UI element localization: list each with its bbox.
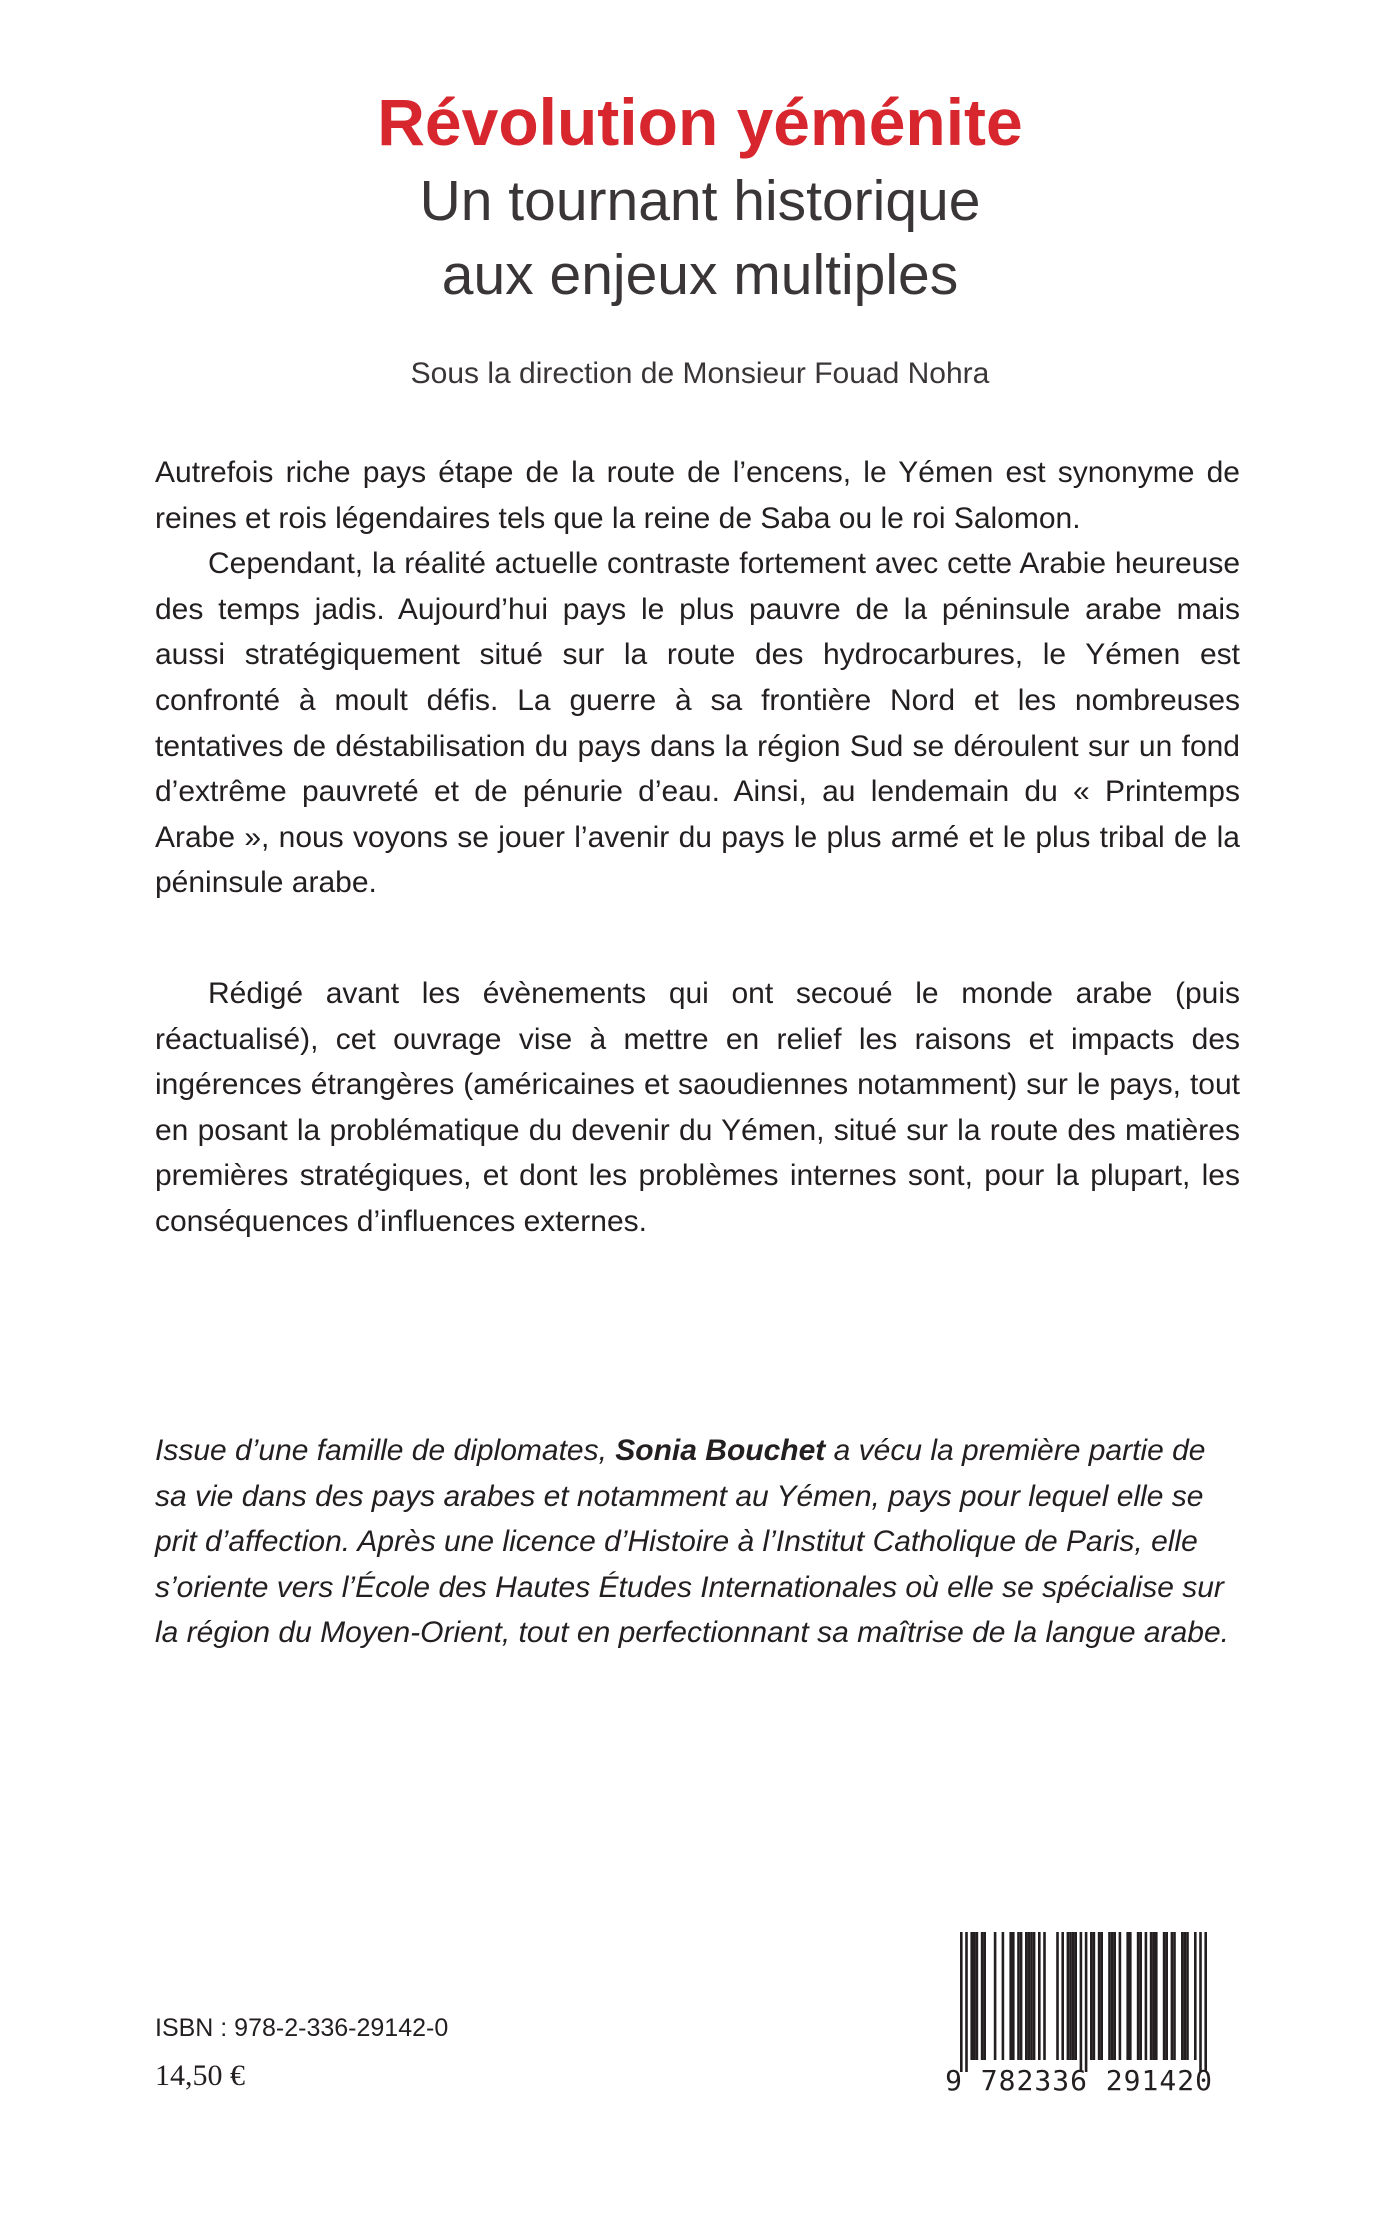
barcode (936, 1932, 1222, 2107)
barcode-bar (1056, 1932, 1059, 2060)
summary-paragraph-1: Autrefois riche pays étape de la route de l’encens, le Yémen est synonyme de reines et rois légendaires tels que la reine de Saba ou le roi Salomon. (155, 456, 1240, 535)
barcode-bar (1028, 1932, 1031, 2060)
barcode-bar (1093, 1932, 1096, 2060)
barcode-bar (1150, 1932, 1153, 2060)
author-bio (155, 1428, 1240, 1656)
barcode-bar (1137, 1932, 1140, 2060)
summary-paragraph-2: Cependant, la réalité actuelle contraste fortement avec cette Arabie heureuse des temps jadis. Aujourd’hui pays le plus pauvre de la péninsule arabe mais aussi stratégiquement situé sur la route des hydrocarbures, le Yémen est confronté à moult défis. La guerre à sa frontière Nord et les nombreuses tentatives de déstabilisation du pays dans la région Sud se déroulent sur un fond d’extrême pauvreté et de pénurie d’eau. Ainsi, au lendemain du « Printemps Arabe », nous voyons se jouer l’avenir du pays le plus armé et le plus tribal de la péninsule arabe. (155, 547, 1240, 900)
barcode-bar (1199, 1932, 1202, 2072)
barcode-bar (1009, 1932, 1012, 2060)
barcode-bar (1017, 1932, 1020, 2060)
barcode-bar (1129, 1932, 1132, 2060)
barcode-bar (1098, 1932, 1101, 2060)
barcode-bar (1025, 1932, 1028, 2060)
barcode-bar (1145, 1932, 1148, 2060)
barcode-bar (1038, 1932, 1041, 2060)
barcode-bar (976, 1932, 979, 2060)
barcode-bar (1069, 1932, 1072, 2060)
barcode-bar (1074, 1932, 1077, 2060)
barcode-bar (1020, 1932, 1023, 2060)
barcode-bar (1155, 1932, 1158, 2060)
bio-text-start: Issue d’une famille de diplomates, (155, 1434, 616, 1467)
author-bio-paragraph (155, 1428, 1240, 1656)
bio-text-end: a vécu la première partie de sa vie dans des pays arabes et notamment au Yémen, pays pour lequel elle se prit d’affection. Après une licence d’Histoire à l’Institut Catholique de Paris, elle s’oriente vers l’École des Hautes Études Internationales où elle se spécialise sur la région du Moyen-Orient, tout en perfectionnant sa maîtrise de la langue arabe. (155, 1434, 1229, 1650)
barcode-bar (1030, 1932, 1033, 2060)
price-label: 14,50 € (155, 2059, 245, 2092)
book-title: Révolution yéménite (377, 85, 1023, 159)
barcode-bar (1012, 1932, 1015, 2060)
barcode-bar (1113, 1932, 1116, 2060)
barcode-bar (1186, 1932, 1189, 2060)
barcode-bars (946, 1932, 1212, 2072)
barcode-bar (1043, 1932, 1046, 2060)
barcode-bar (1100, 1932, 1103, 2060)
barcode-bar (1184, 1932, 1187, 2060)
barcode-digits: 9 782336 291420 (945, 2064, 1213, 2097)
barcode-bar (1085, 1932, 1088, 2072)
barcode-bar (1080, 1932, 1083, 2072)
book-subtitle (0, 164, 1400, 312)
barcode-bar (1126, 1932, 1129, 2060)
barcode-bar (981, 1932, 984, 2060)
author-name: Sonia Bouchet (615, 1434, 826, 1467)
editor-credit: Sous la direction de Monsieur Fouad Nohra (410, 357, 990, 390)
barcode-bar (1152, 1932, 1155, 2060)
barcode-bar (1072, 1932, 1075, 2060)
barcode-bar (1111, 1932, 1114, 2060)
summary-block-2 (155, 971, 1240, 1245)
barcode-bar (1181, 1932, 1184, 2060)
barcode-bar (1139, 1932, 1142, 2060)
barcode-bar (1171, 1932, 1174, 2060)
barcode-bar (1204, 1932, 1207, 2072)
barcode-bar (1163, 1932, 1166, 2060)
subtitle-line-1: Un tournant historique (419, 169, 981, 233)
barcode-bar (1067, 1932, 1070, 2060)
barcode-bar (960, 1932, 963, 2072)
barcode-bar (994, 1932, 997, 2060)
barcode-bar (1002, 1932, 1005, 2060)
barcode-bar (970, 1932, 973, 2060)
subtitle-line-2: aux enjeux multiples (441, 243, 959, 307)
barcode-bar (965, 1932, 968, 2072)
barcode-bar (1194, 1932, 1197, 2060)
barcode-bar (1090, 1932, 1093, 2060)
barcode-bar (1108, 1932, 1111, 2060)
barcode-bar (973, 1932, 976, 2060)
barcode-bar (1119, 1932, 1122, 2060)
barcode-bar (1173, 1932, 1176, 2060)
barcode-bar (1165, 1932, 1168, 2060)
barcode-bar (1061, 1932, 1064, 2060)
summary-block-1 (155, 450, 1240, 906)
barcode-bar (983, 1932, 986, 2060)
barcode-bar (1033, 1932, 1036, 2060)
isbn-label: ISBN : 978-2-336-29142-0 (155, 2014, 449, 2042)
summary-paragraph-3: Rédigé avant les évènements qui ont secoué le monde arabe (puis réactualisé), cet ouvrage vise à mettre en relief les raisons et impacts des ingérences étrangères (américaines et saoudiennes notamment) sur le pays, tout en posant la problématique du devenir du Yémen, situé sur la route des matières premières stratégiques, et dont les problèmes internes sont, pour la plupart, les conséquences d’influences externes. (155, 977, 1240, 1238)
